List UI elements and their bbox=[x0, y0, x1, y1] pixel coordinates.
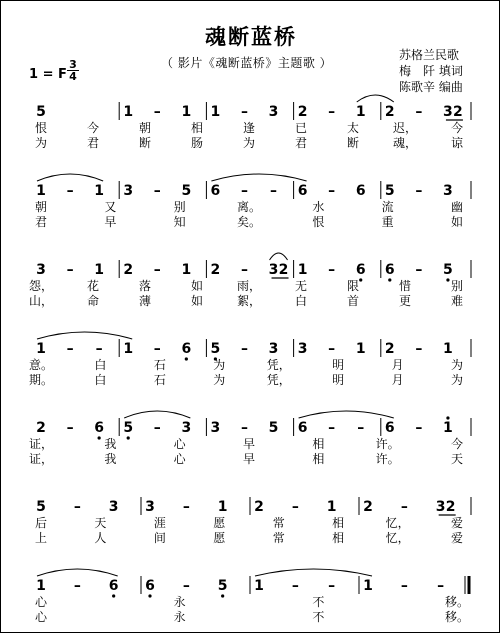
lyric-word: 心 bbox=[173, 452, 186, 466]
lyric-word: 白 bbox=[94, 358, 107, 372]
lyric-word: 谅 bbox=[450, 136, 464, 150]
note: – bbox=[415, 262, 423, 278]
note: 5 bbox=[443, 262, 453, 278]
low-dot bbox=[388, 278, 391, 281]
note: 2 bbox=[254, 499, 264, 515]
note: – bbox=[240, 104, 248, 120]
note: – bbox=[153, 104, 161, 120]
lyric-word: 石 bbox=[153, 358, 166, 372]
note: 3 bbox=[268, 104, 279, 120]
lyric-word: 人 bbox=[94, 531, 107, 545]
lyric-word: 相 bbox=[190, 121, 204, 135]
lyric-word: 涯 bbox=[153, 516, 166, 530]
key-signature: 1 = F bbox=[29, 67, 67, 82]
note: 6 bbox=[355, 183, 366, 199]
note: 3 bbox=[123, 183, 134, 199]
note: 3 bbox=[181, 420, 192, 436]
note: 1 bbox=[443, 420, 453, 436]
lyric-word: 为 bbox=[450, 373, 464, 387]
lyric-word: 逢 bbox=[242, 121, 256, 135]
lyric-word: 如 bbox=[450, 215, 464, 229]
lyric-word: 水 bbox=[312, 200, 325, 214]
lyric-word: 君 bbox=[34, 215, 48, 229]
lyric-word: 相 bbox=[312, 452, 325, 466]
lyric-word: 早 bbox=[242, 452, 256, 466]
lyric-word: 移。 bbox=[444, 595, 470, 609]
note: 1 bbox=[94, 262, 105, 278]
note: – bbox=[182, 499, 190, 515]
note: 1 bbox=[36, 341, 46, 357]
lyric-word: 今 bbox=[450, 121, 464, 135]
lyric-word: 忆， bbox=[385, 531, 410, 545]
lyric-word: 期。 bbox=[28, 373, 54, 387]
note: 2 bbox=[210, 262, 221, 278]
note: 5 bbox=[210, 341, 221, 357]
note: – bbox=[66, 183, 74, 199]
note: 5 bbox=[36, 104, 46, 120]
tie-arc bbox=[37, 569, 118, 576]
note: 6 bbox=[384, 420, 395, 436]
note: 2 bbox=[384, 341, 395, 357]
lyric-word: 断 bbox=[138, 136, 152, 150]
lyric-word: 石 bbox=[153, 373, 166, 387]
lyric-word: 难 bbox=[450, 294, 464, 308]
note: – bbox=[400, 578, 408, 594]
note: – bbox=[415, 341, 423, 357]
lyric-word: 君 bbox=[86, 136, 100, 150]
note: 5 bbox=[217, 578, 228, 594]
lyric-word: 花 bbox=[86, 279, 100, 293]
note: – bbox=[357, 420, 365, 436]
lyric-word: 怨， bbox=[28, 279, 54, 293]
lyric-word: 白 bbox=[94, 373, 107, 387]
lyric-word: 月 bbox=[391, 373, 404, 387]
note: 6 bbox=[94, 420, 105, 436]
note: – bbox=[240, 341, 248, 357]
tie-arc bbox=[37, 174, 103, 181]
lyric-word: 我 bbox=[104, 437, 117, 451]
lyric-word: 太 bbox=[346, 121, 360, 135]
lyric-word: 心 bbox=[34, 595, 48, 609]
lyric-word: 落 bbox=[138, 279, 152, 293]
lyric-word: 魂， bbox=[392, 136, 418, 150]
lyric-word: 永 bbox=[173, 595, 186, 609]
lyric-word: 迟， bbox=[392, 121, 418, 135]
tie-arc bbox=[255, 569, 372, 576]
lyric-word: 我 bbox=[104, 452, 117, 466]
lyric-word: 相 bbox=[332, 531, 345, 545]
tie-arc bbox=[37, 332, 132, 339]
note: 1 bbox=[326, 499, 337, 515]
lyric-word: 相 bbox=[332, 516, 345, 530]
lyric-word: 命 bbox=[86, 294, 100, 308]
lyric-word: 恨 bbox=[312, 215, 325, 229]
tie-arc bbox=[299, 411, 394, 418]
note: – bbox=[240, 183, 248, 199]
lyric-word: 许。 bbox=[375, 452, 400, 466]
lyric-word: 心 bbox=[173, 437, 186, 451]
lyric-word: 永 bbox=[173, 610, 186, 624]
note: 3 bbox=[297, 341, 308, 357]
meter-bottom: 4 bbox=[67, 70, 79, 82]
note: 1 bbox=[443, 341, 453, 357]
lyric-word: 限 bbox=[346, 279, 360, 293]
lyric-word: 如 bbox=[190, 294, 204, 308]
lyric-word: 更 bbox=[398, 294, 412, 308]
note: – bbox=[400, 499, 408, 515]
lyric-word: 又 bbox=[104, 200, 117, 214]
note: 5 bbox=[181, 183, 192, 199]
lyric-word: 早 bbox=[242, 437, 256, 451]
lyric-word: 间 bbox=[153, 531, 166, 545]
note: 1 bbox=[181, 104, 192, 120]
lyric-word: 惜 bbox=[398, 279, 412, 293]
note: 3 bbox=[435, 499, 446, 515]
low-dot bbox=[221, 594, 224, 597]
credit-composer: 苏格兰民歌 bbox=[399, 48, 460, 62]
lyric-word: 为 bbox=[242, 136, 256, 150]
note: 3 bbox=[268, 341, 279, 357]
note: – bbox=[328, 104, 336, 120]
lyric-word: 如 bbox=[190, 279, 204, 293]
note: – bbox=[291, 499, 299, 515]
note: – bbox=[328, 420, 336, 436]
lyric-word: 已 bbox=[294, 121, 308, 135]
note: – bbox=[437, 578, 445, 594]
note: – bbox=[73, 578, 81, 594]
note: – bbox=[291, 578, 299, 594]
note: – bbox=[66, 341, 74, 357]
lyric-word: 今 bbox=[450, 437, 464, 451]
tie-arc bbox=[270, 253, 288, 260]
note: 3 bbox=[36, 262, 46, 278]
lyric-word: 天 bbox=[450, 452, 464, 466]
note: 3 bbox=[210, 420, 221, 436]
note: 1 bbox=[181, 262, 192, 278]
lyric-word: 恨 bbox=[34, 121, 48, 135]
lyric-word: 爱 bbox=[450, 531, 464, 545]
tie-arc bbox=[124, 411, 190, 418]
note: – bbox=[415, 183, 423, 199]
lyric-word: 后 bbox=[34, 516, 48, 530]
note: 6 bbox=[297, 420, 308, 436]
note: 5 bbox=[384, 183, 395, 199]
note: 6 bbox=[210, 183, 221, 199]
note: – bbox=[240, 262, 248, 278]
note: 1 bbox=[363, 578, 373, 594]
lyric-word: 雨， bbox=[236, 279, 262, 293]
lyric-word: 离。 bbox=[236, 200, 262, 214]
note: – bbox=[73, 499, 81, 515]
lyric-word: 早 bbox=[104, 215, 117, 229]
lyric-word: 别 bbox=[450, 279, 464, 293]
note: – bbox=[240, 420, 248, 436]
lyric-word: 朝 bbox=[138, 121, 152, 135]
note: – bbox=[270, 183, 278, 199]
note: 3 bbox=[443, 104, 453, 120]
lyric-word: 月 bbox=[391, 358, 404, 372]
lyric-word: 流 bbox=[381, 200, 394, 214]
note: 2 bbox=[445, 499, 456, 515]
lyric-word: 常 bbox=[272, 516, 285, 530]
lyric-word: 上 bbox=[34, 531, 48, 545]
note: – bbox=[95, 341, 103, 357]
note: 5 bbox=[268, 420, 279, 436]
note: – bbox=[328, 341, 336, 357]
lyric-word: 今 bbox=[86, 121, 100, 135]
lyric-word: 意。 bbox=[28, 358, 54, 372]
lyric-word: 白 bbox=[294, 294, 308, 308]
note: 2 bbox=[278, 262, 289, 278]
lyric-word: 朝 bbox=[34, 200, 48, 214]
note: 1 bbox=[254, 578, 264, 594]
lyric-word: 山， bbox=[28, 294, 54, 308]
note: – bbox=[415, 420, 423, 436]
credit-arranger: 陈歌辛 编曲 bbox=[399, 80, 463, 94]
lyric-word: 知 bbox=[173, 215, 186, 229]
lyric-word: 相 bbox=[312, 437, 325, 451]
note: – bbox=[66, 420, 74, 436]
lyric-word: 移。 bbox=[444, 610, 470, 624]
lyric-word: 君 bbox=[294, 136, 308, 150]
lyric-word: 断 bbox=[346, 136, 360, 150]
lyric-word: 明 bbox=[332, 373, 345, 387]
note: – bbox=[328, 262, 336, 278]
note: 6 bbox=[384, 262, 395, 278]
lyric-word: 爱 bbox=[450, 516, 464, 530]
note: 1 bbox=[123, 341, 134, 357]
lyric-word: 首 bbox=[346, 294, 360, 308]
song-subtitle: （ 影片《魂断蓝桥》主题歌 ） bbox=[161, 56, 333, 70]
note: – bbox=[153, 262, 161, 278]
lyric-word: 为 bbox=[34, 136, 48, 150]
note: 3 bbox=[145, 499, 155, 515]
lyric-word: 薄 bbox=[138, 294, 152, 308]
note: 5 bbox=[36, 499, 46, 515]
low-dot bbox=[127, 436, 130, 439]
note: – bbox=[153, 341, 161, 357]
lyric-word: 天 bbox=[94, 516, 107, 530]
low-dot bbox=[446, 278, 449, 281]
note: – bbox=[153, 183, 161, 199]
lyric-word: 明 bbox=[332, 358, 345, 372]
lyric-word: 幽 bbox=[450, 200, 464, 214]
note: 3 bbox=[268, 262, 279, 278]
note: – bbox=[415, 104, 423, 120]
lyric-word: 证， bbox=[28, 437, 54, 451]
note: – bbox=[182, 578, 190, 594]
note: 5 bbox=[123, 420, 134, 436]
meter-top: 3 bbox=[69, 58, 77, 71]
note: 1 bbox=[123, 104, 134, 120]
note: – bbox=[328, 578, 336, 594]
notation-area bbox=[1, 1, 500, 634]
note: 1 bbox=[210, 104, 221, 120]
note: 3 bbox=[108, 499, 119, 515]
note: 1 bbox=[36, 578, 46, 594]
lyric-word: 矣。 bbox=[236, 215, 262, 229]
note: 3 bbox=[443, 183, 453, 199]
song-title: 魂断蓝桥 bbox=[205, 24, 297, 49]
lyric-word: 愿 bbox=[213, 516, 226, 530]
note: 2 bbox=[36, 420, 46, 436]
lyric-word: 心 bbox=[34, 610, 48, 624]
note: 2 bbox=[297, 104, 308, 120]
note: 1 bbox=[297, 262, 308, 278]
tie-arc bbox=[211, 174, 306, 181]
note: – bbox=[66, 262, 74, 278]
low-dot bbox=[185, 357, 188, 360]
note: 6 bbox=[297, 183, 308, 199]
low-dot bbox=[148, 594, 151, 597]
credit-lyricist: 梅 阡 填词 bbox=[399, 64, 463, 78]
lyric-word: 愿 bbox=[213, 531, 226, 545]
lyric-word: 忆， bbox=[385, 516, 410, 530]
note: 6 bbox=[181, 341, 192, 357]
lyric-word: 为 bbox=[213, 373, 226, 387]
note: – bbox=[328, 183, 336, 199]
lyric-word: 为 bbox=[213, 358, 226, 372]
lyric-word: 常 bbox=[272, 531, 285, 545]
high-dot bbox=[446, 416, 449, 419]
note: 1 bbox=[355, 341, 366, 357]
note: 1 bbox=[36, 183, 46, 199]
note: 1 bbox=[94, 183, 105, 199]
lyric-word: 凭， bbox=[266, 373, 291, 387]
lyric-word: 不 bbox=[312, 595, 325, 609]
note: 6 bbox=[355, 262, 366, 278]
note: 2 bbox=[384, 104, 395, 120]
low-dot bbox=[112, 594, 115, 597]
note: 2 bbox=[363, 499, 373, 515]
lyric-word: 肠 bbox=[190, 136, 204, 150]
note: – bbox=[153, 420, 161, 436]
lyric-word: 絮， bbox=[236, 294, 262, 308]
note: 6 bbox=[145, 578, 155, 594]
note: 1 bbox=[355, 104, 366, 120]
note: 6 bbox=[108, 578, 119, 594]
lyric-word: 别 bbox=[173, 200, 186, 214]
low-dot bbox=[359, 278, 362, 281]
lyric-word: 凭， bbox=[266, 358, 291, 372]
note: 2 bbox=[123, 262, 134, 278]
lyric-word: 重 bbox=[381, 215, 394, 229]
note: 1 bbox=[217, 499, 228, 515]
lyric-word: 证， bbox=[28, 452, 54, 466]
lyric-word: 无 bbox=[294, 279, 308, 293]
note: 2 bbox=[453, 104, 463, 120]
lyric-word: 许。 bbox=[375, 437, 400, 451]
low-dot bbox=[98, 436, 101, 439]
lyric-word: 为 bbox=[450, 358, 464, 372]
tie-arc bbox=[357, 95, 394, 102]
lyric-word: 不 bbox=[312, 610, 325, 624]
